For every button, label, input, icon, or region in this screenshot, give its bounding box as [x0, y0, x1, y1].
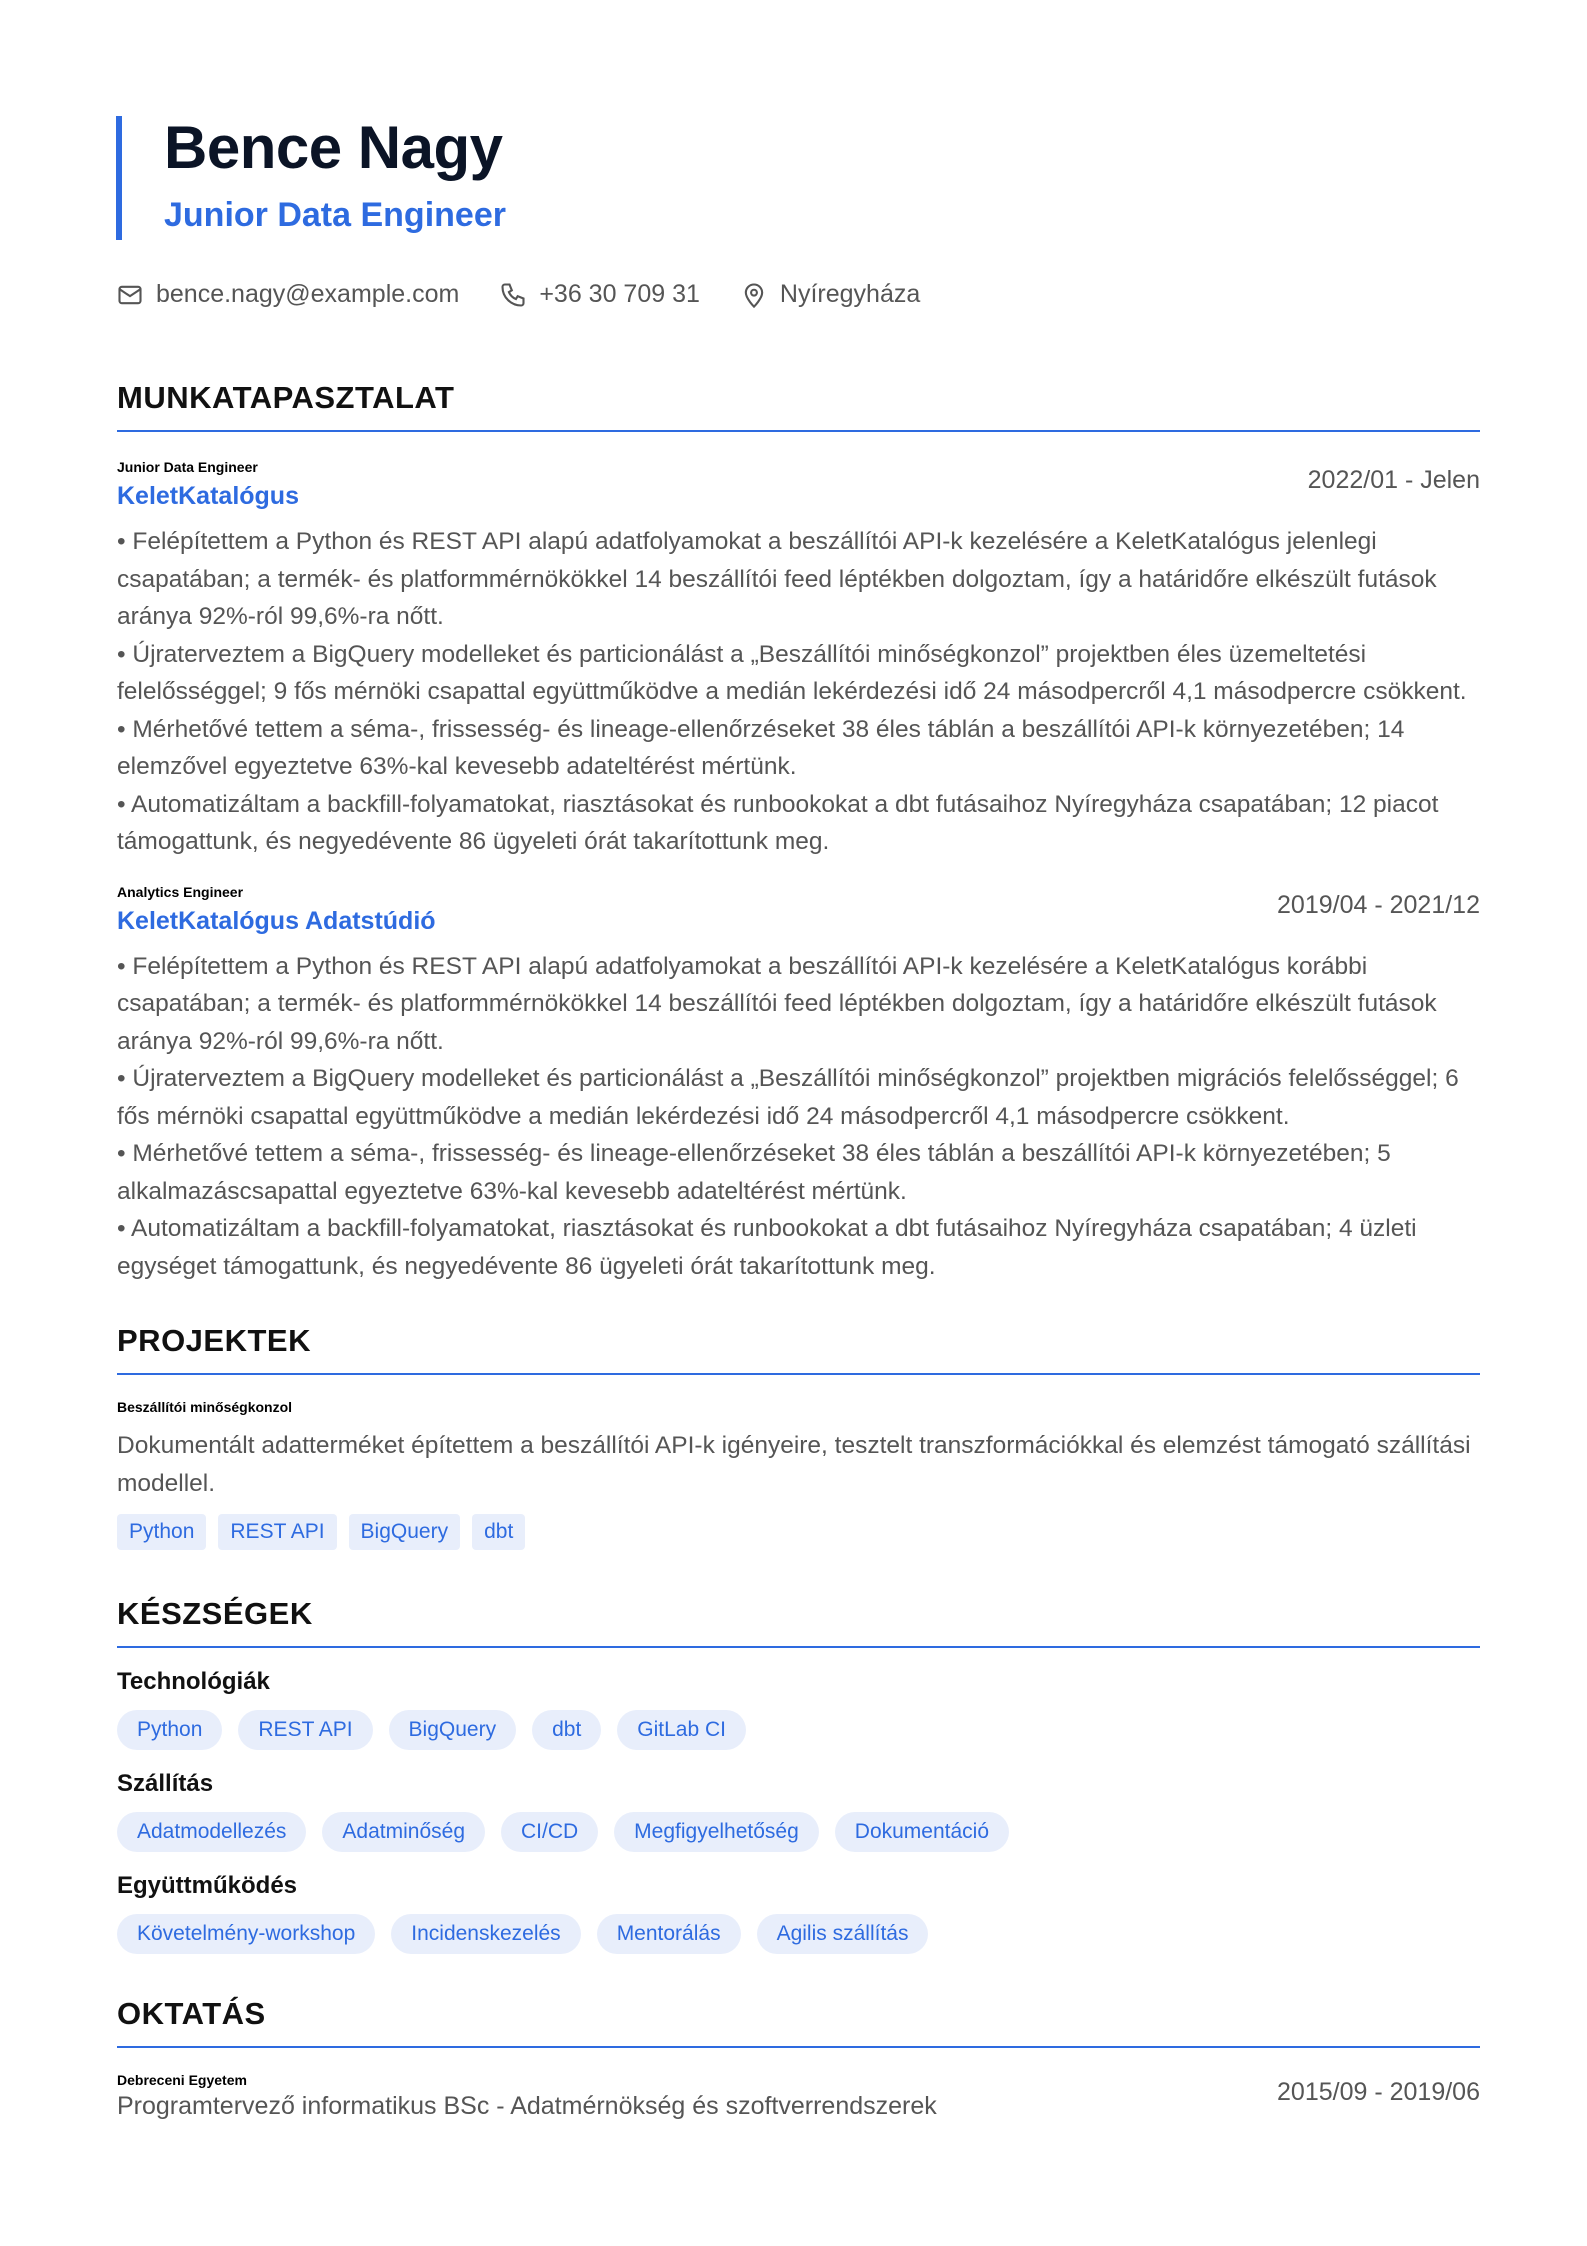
skill-category: Együttműködés	[117, 1872, 298, 1899]
job-role: Junior Data Engineer	[117, 459, 258, 475]
location-text: Nyíregyháza	[779, 280, 921, 308]
project-tag: BigQuery	[349, 1514, 461, 1550]
skill-pill: dbt	[532, 1710, 601, 1750]
skill-pill: REST API	[238, 1710, 372, 1750]
skill-pill: GitLab CI	[617, 1710, 746, 1750]
contact-email[interactable]	[116, 280, 459, 309]
section-divider	[117, 1646, 1480, 1648]
job-bullet: • Automatizáltam a backfill-folyamatokat, riasztásokat és runbookokat a dbt futásaihoz Nyíregyháza csapatában; 12 piacot támogattunk, és negyedévente 86 ügyeleti órát takarítottunk meg.	[117, 790, 1439, 855]
section-title-experience: MUNKATAPASZTALAT	[117, 380, 455, 415]
skill-pill: Mentorálás	[597, 1914, 741, 1954]
skill-pill: Megfigyelhetőség	[614, 1812, 819, 1852]
contact-row	[116, 280, 920, 309]
skill-pill: Python	[117, 1710, 222, 1750]
resume-header	[116, 116, 506, 240]
contact-phone[interactable]	[499, 280, 700, 309]
projects-section	[117, 1323, 1480, 1550]
skill-pill: Adatmodellezés	[117, 1812, 306, 1852]
skill-pills	[117, 1914, 1480, 1954]
job-company: KeletKatalógus	[117, 482, 299, 510]
candidate-title: Junior Data Engineer	[164, 196, 506, 234]
skill-pill: Incidenskezelés	[391, 1914, 580, 1954]
job-entry	[117, 885, 1480, 1286]
section-title-skills: KÉSZSÉGEK	[117, 1596, 313, 1631]
section-title-projects: PROJEKTEK	[117, 1323, 311, 1358]
project-tag: dbt	[472, 1514, 525, 1550]
skill-pill: BigQuery	[389, 1710, 517, 1750]
education-entry	[117, 2072, 1480, 2121]
education-section	[117, 1996, 1480, 2121]
skill-category: Technológiák	[117, 1668, 270, 1695]
job-entry	[117, 460, 1480, 861]
job-header	[117, 885, 1480, 936]
job-bullet: • Felépítettem a Python és REST API alapú adatfolyamokat a beszállítói API-k kezelésére a KeletKatalógus korábbi csapatában; a termék- és platformmérnökökkel 14 beszállítói feed léptékben dolgoztam, így a határidőre elkészült futások aránya 92%-ról 99,6%-ra nőtt.	[117, 952, 1437, 1055]
skill-pill: Agilis szállítás	[757, 1914, 929, 1954]
job-bullet: • Mérhetővé tettem a séma-, frissesség- és lineage-ellenőrzéseket 38 éles táblán a beszállítói API-k környezetében; 14 elemzővel egyeztetve 63%-kal kevesebb adateltérést mértünk.	[117, 715, 1405, 780]
education-school: Debreceni Egyetem	[117, 2072, 247, 2088]
email-text: bence.nagy@example.com	[156, 280, 460, 308]
map-pin-icon	[740, 281, 768, 309]
skill-pills	[117, 1812, 1480, 1852]
job-bullets	[117, 523, 1480, 861]
skill-pills	[117, 1710, 1480, 1750]
job-bullet: • Automatizáltam a backfill-folyamatokat, riasztásokat és runbookokat a dbt futásaihoz Nyíregyháza csapatában; 4 üzleti egységet támogattunk, és negyedévente 86 ügyeleti órát takarítottunk meg.	[117, 1215, 1417, 1280]
education-degree: Programtervező informatikus BSc - Adatmérnökség és szoftverrendszerek	[117, 2092, 937, 2120]
job-header	[117, 460, 1480, 511]
education-date: 2015/09 - 2019/06	[1277, 2078, 1480, 2106]
skill-pill: CI/CD	[501, 1812, 598, 1852]
skill-pill: Dokumentáció	[835, 1812, 1009, 1852]
phone-text: +36 30 709 31	[539, 280, 700, 308]
project-tags	[117, 1514, 1480, 1550]
job-date: 2022/01 - Jelen	[1307, 466, 1480, 494]
skill-pill: Követelmény-workshop	[117, 1914, 375, 1954]
skill-category: Szállítás	[117, 1770, 214, 1797]
section-title-education: OKTATÁS	[117, 1996, 266, 2031]
job-company: KeletKatalógus Adatstúdió	[117, 906, 436, 935]
job-bullets	[117, 948, 1480, 1286]
job-role: Analytics Engineer	[117, 883, 244, 900]
project-description: Dokumentált adatterméket építettem a beszállítói API-k igényeire, tesztelt transzformációkkal és elemzést támogató szállítási modellel.	[117, 1432, 1471, 1497]
job-bullet: • Újraterveztem a BigQuery modelleket és particionálást a „Beszállítói minőségkonzol” projektben éles üzemeltetési felelősséggel; 9 fős mérnöki csapattal együttműködve a medián lekérdezési idő 24 másodpercről 4,1 másodpercre csökkent.	[117, 640, 1467, 705]
phone-icon	[499, 281, 527, 309]
resume-content	[117, 380, 1480, 2121]
skill-pill: Adatminőség	[322, 1812, 485, 1852]
project-tag: REST API	[218, 1514, 336, 1550]
job-bullet: • Mérhetővé tettem a séma-, frissesség- és lineage-ellenőrzéseket 38 éles táblán a beszállítói API-k környezetében; 5 alkalmazáscsapattal egyeztetve 63%-kal kevesebb adateltérést mértünk.	[117, 1140, 1391, 1205]
section-divider	[117, 1373, 1480, 1375]
skills-section	[117, 1596, 1480, 1954]
contact-location	[740, 280, 920, 309]
mail-icon	[116, 281, 144, 309]
project-title: Beszállítói minőségkonzol	[117, 1399, 293, 1415]
section-divider	[117, 430, 1480, 432]
candidate-name: Bence Nagy	[164, 114, 503, 181]
job-bullet: • Felépítettem a Python és REST API alapú adatfolyamokat a beszállítói API-k kezelésére a KeletKatalógus jelenlegi csapatában; a termék- és platformmérnökökkel 14 beszállítói feed léptékben dolgoztam, így a határidőre elkészült futások aránya 92%-ról 99,6%-ra nőtt.	[117, 528, 1437, 630]
project-tag: Python	[117, 1514, 206, 1550]
job-date: 2019/04 - 2021/12	[1277, 890, 1480, 919]
section-divider	[117, 2046, 1480, 2048]
job-bullet: • Újraterveztem a BigQuery modelleket és particionálást a „Beszállítói minőségkonzol” projektben migrációs felelősséggel; 6 fős mérnöki csapattal együttműködve a medián lekérdezési idő 24 másodpercről 4,1 másodpercre csökkent.	[117, 1065, 1459, 1130]
experience-section	[117, 380, 1480, 1285]
